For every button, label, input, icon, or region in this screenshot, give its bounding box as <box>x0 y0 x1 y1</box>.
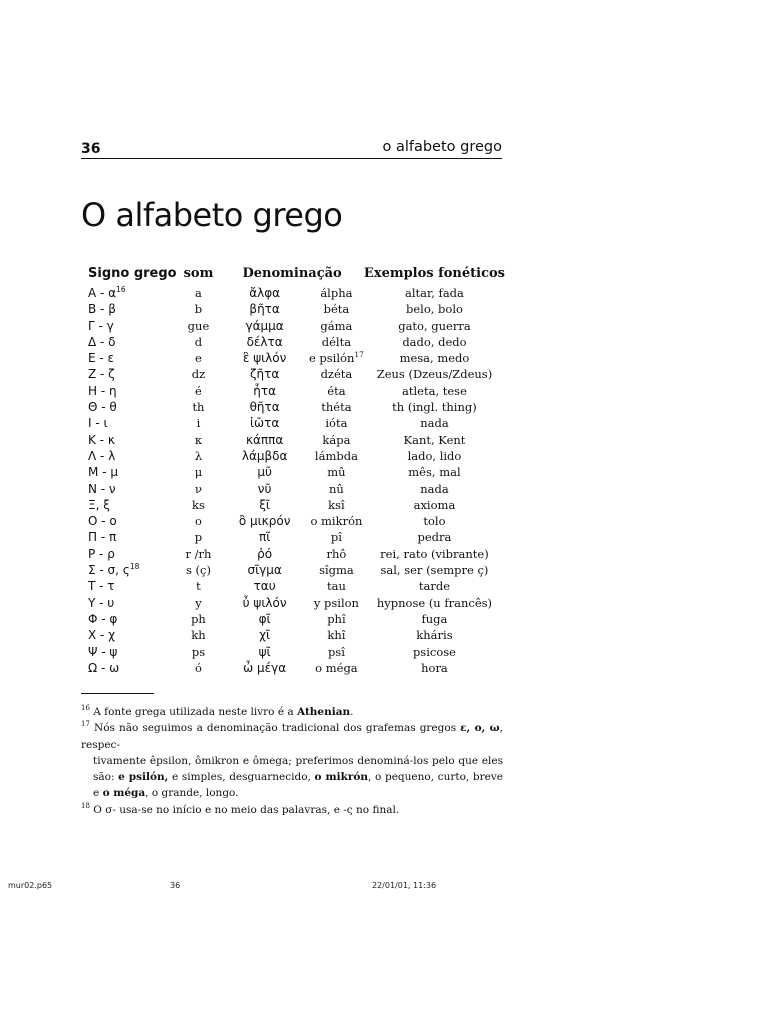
table-row <box>85 464 505 480</box>
cell-latin-name <box>309 318 364 334</box>
cell-sign <box>85 448 177 464</box>
cell-example: dado, dedo <box>402 334 467 349</box>
footnotes <box>81 704 503 818</box>
greek-letter-pair: Φ - φ <box>88 611 118 626</box>
footnote-ref: 17 <box>354 350 364 360</box>
cell-som: i <box>196 416 201 431</box>
table-row <box>85 578 505 594</box>
table-row <box>85 546 505 562</box>
footnote-rule <box>81 693 154 694</box>
latin-name: lámbda <box>314 448 358 463</box>
cell-example: hypnose (u francês) <box>376 595 493 610</box>
table-header-row <box>85 265 505 285</box>
cell-greek-name: ταυ <box>253 579 276 594</box>
latin-name: khî <box>327 628 346 643</box>
cell-greek-name: μῦ <box>257 465 272 480</box>
cell-sign <box>85 497 177 513</box>
latin-name: mû <box>327 465 346 480</box>
cell-som: ps <box>191 644 206 659</box>
cell-greek-name: ἰῶτα <box>250 416 280 431</box>
greek-letter-pair: Ο - ο <box>88 514 117 529</box>
cell-som: ó <box>194 660 202 675</box>
cell-som: t <box>196 579 201 594</box>
table-row <box>85 644 505 660</box>
cell-greek-name: λάμβδα <box>241 448 288 463</box>
latin-name: dzéta <box>320 367 353 382</box>
cell-latin-name <box>309 497 364 513</box>
footnote-bold-text: Athenian <box>296 706 351 718</box>
greek-letter-pair: Ω - ω <box>88 660 120 675</box>
cell-latin-name <box>309 383 364 399</box>
cell-sign <box>85 481 177 497</box>
greek-letter-pair: Κ - κ <box>88 432 115 447</box>
cell-som: ν <box>194 481 202 496</box>
table-row <box>85 627 505 643</box>
footnote-bold-text: o mikrón <box>314 771 369 784</box>
cell-latin-name <box>309 644 364 660</box>
cell-latin-name <box>309 464 364 480</box>
cell-sign <box>85 627 177 643</box>
cell-latin-name <box>309 546 364 562</box>
cell-example: rei, rato (vibrante) <box>380 546 489 561</box>
cell-sign <box>85 595 177 611</box>
cell-sign <box>85 432 177 448</box>
table-row <box>85 562 505 578</box>
cell-sign <box>85 334 177 350</box>
cell-greek-name: χῖ <box>259 628 271 643</box>
greek-letter-pair: Θ - θ <box>88 400 117 415</box>
table-row <box>85 318 505 334</box>
column-header-exemplos: Exemplos fonéticos <box>363 266 505 281</box>
table-row <box>85 595 505 611</box>
table-row <box>85 660 505 676</box>
latin-name: pî <box>330 530 342 545</box>
cell-example: Kant, Kent <box>403 432 466 447</box>
cell-example: tarde <box>418 579 451 594</box>
footnote-continuation <box>81 753 503 802</box>
chapter-title: O alfabeto grego <box>81 196 343 234</box>
greek-letter-pair: Τ - τ <box>88 579 115 594</box>
cell-greek-name: ἒ ψιλόν <box>242 351 287 366</box>
cell-greek-name: ἦτα <box>253 383 276 398</box>
latin-name: phî <box>327 611 346 626</box>
cell-latin-name <box>309 627 364 643</box>
table-row <box>85 481 505 497</box>
cell-example: fuga <box>421 611 448 626</box>
table-body <box>85 285 505 676</box>
cell-example: gato, guerra <box>398 318 471 333</box>
table-row <box>85 301 505 317</box>
cell-latin-name <box>309 350 364 366</box>
cell-greek-name: σῖγμα <box>247 563 282 578</box>
footnote-bold-text: ε, ο, ω <box>460 722 500 735</box>
cell-sign <box>85 513 177 529</box>
cell-example: kháris <box>416 628 453 643</box>
cell-som: gue <box>187 318 210 333</box>
cell-greek-name: ξῖ <box>259 497 270 512</box>
cell-sign <box>85 318 177 334</box>
greek-letter-pair: Δ - δ <box>88 334 116 349</box>
cell-som: kh <box>191 628 206 643</box>
latin-name: o méga <box>315 660 358 675</box>
latin-name: théta <box>321 400 352 415</box>
greek-letter-pair: Α - α <box>88 286 117 300</box>
latin-name: rhô <box>326 546 347 561</box>
print-meta-file: mur02.p65 <box>8 881 53 890</box>
cell-greek-name: ἄλφα <box>249 286 281 300</box>
greek-letter-pair: Ζ - ζ <box>88 367 115 382</box>
cell-example: axioma <box>413 497 456 512</box>
table-row <box>85 383 505 399</box>
latin-name: nû <box>329 481 344 496</box>
table-row <box>85 415 505 431</box>
cell-greek-name: φῖ <box>258 611 271 626</box>
table-row <box>85 448 505 464</box>
table-row <box>85 513 505 529</box>
footnote-bold-text: o méga <box>102 787 146 800</box>
cell-sign <box>85 285 177 301</box>
greek-letter-pair: Γ - γ <box>88 318 114 333</box>
cell-sign <box>85 529 177 545</box>
cell-sign <box>85 350 177 366</box>
cell-greek-name: πῖ <box>258 530 271 545</box>
cell-sign <box>85 546 177 562</box>
greek-letter-pair: Λ - λ <box>88 448 116 463</box>
table-row <box>85 350 505 366</box>
latin-name: álpha <box>320 286 353 300</box>
cell-latin-name <box>309 399 364 415</box>
cell-latin-name <box>309 660 364 676</box>
cell-example: nada <box>420 481 449 496</box>
cell-sign <box>85 383 177 399</box>
cell-latin-name <box>309 301 364 317</box>
latin-name: gáma <box>320 318 353 333</box>
footnote-ref: 18 <box>129 562 140 572</box>
cell-example: hora <box>421 660 448 675</box>
cell-example: nada <box>420 416 449 431</box>
cell-example: pedra <box>417 530 452 545</box>
greek-alphabet-table <box>85 265 505 676</box>
cell-greek-name: ζῆτα <box>249 367 280 382</box>
footnote-text: , o grande, longo. <box>145 787 239 800</box>
cell-greek-name: δέλτα <box>246 334 283 349</box>
footnote-text: e simples, desguarnecido, <box>168 771 315 784</box>
cell-sign <box>85 611 177 627</box>
cell-latin-name <box>309 285 364 301</box>
cell-sign <box>85 366 177 382</box>
cell-example: sal, ser (sempre ç) <box>380 563 489 578</box>
footnote-text: , respec- <box>81 722 503 751</box>
cell-example: mesa, medo <box>399 351 470 366</box>
cell-latin-name <box>309 334 364 350</box>
cell-example: altar, fada <box>405 286 464 300</box>
latin-name: éta <box>327 383 346 398</box>
latin-name: béta <box>323 302 350 317</box>
cell-latin-name <box>309 481 364 497</box>
greek-letter-pair: Μ - μ <box>88 465 118 480</box>
cell-example: tolo <box>423 514 446 529</box>
cell-latin-name <box>309 562 364 578</box>
cell-latin-name <box>309 513 364 529</box>
cell-greek-name: ῥό <box>257 546 273 561</box>
footnote-text: A fonte grega utilizada neste livro é a <box>93 706 297 718</box>
latin-name: délta <box>321 334 352 349</box>
cell-example: lado, lido <box>407 448 462 463</box>
cell-som: e <box>195 351 202 366</box>
print-meta-page: 36 <box>170 881 181 890</box>
cell-example: belo, bolo <box>405 302 463 317</box>
cell-latin-name <box>309 432 364 448</box>
footnote-17 <box>81 720 503 801</box>
cell-greek-name: ὦ μέγα <box>243 660 287 675</box>
latin-name: ksî <box>328 497 345 512</box>
greek-letter-pair: Ε - ε <box>88 351 115 366</box>
footnote-text: Nós não seguimos a denominação tradicional dos grafemas gregos <box>94 722 461 735</box>
cell-latin-name <box>309 595 364 611</box>
cell-som: λ <box>194 448 203 463</box>
greek-letter-pair: Β - β <box>88 302 116 317</box>
cell-som: s (ç) <box>185 563 211 578</box>
cell-latin-name <box>309 366 364 382</box>
header-rule <box>81 158 502 159</box>
cell-som: μ <box>194 465 203 480</box>
table-row <box>85 285 505 301</box>
cell-latin-name <box>309 415 364 431</box>
cell-sign <box>85 399 177 415</box>
greek-letter-pair: Υ - υ <box>88 595 115 610</box>
greek-letter-pair: Χ - χ <box>88 628 116 643</box>
latin-name: psî <box>327 644 345 659</box>
greek-letter-pair: Ξ, ξ <box>88 497 110 512</box>
greek-letter-pair: Ψ - ψ <box>88 644 118 659</box>
print-meta-datetime: 22/01/01, 11:36 <box>372 881 437 890</box>
cell-som: a <box>195 286 202 300</box>
latin-name: kápa <box>322 432 351 447</box>
latin-name: y psilon <box>313 595 359 610</box>
cell-example: psicose <box>412 644 456 659</box>
greek-letter-pair: Π - π <box>88 530 117 545</box>
greek-letter-pair: Ν - ν <box>88 481 116 496</box>
footnote-number: 16 <box>81 704 90 712</box>
footnote-16 <box>81 704 503 720</box>
cell-som: b <box>194 302 203 317</box>
cell-latin-name <box>309 611 364 627</box>
cell-greek-name: θῆτα <box>249 400 280 415</box>
cell-greek-name: κάππα <box>245 432 284 447</box>
cell-greek-name: ψῖ <box>258 644 271 659</box>
table-row <box>85 529 505 545</box>
greek-letter-pair: Ρ - ρ <box>88 546 115 561</box>
cell-example: Zeus (Dzeus/Zdeus) <box>376 367 493 382</box>
cell-sign <box>85 415 177 431</box>
column-header-sign: Signo grego <box>88 266 177 281</box>
cell-som: ph <box>191 611 206 626</box>
table-row <box>85 432 505 448</box>
cell-latin-name <box>309 448 364 464</box>
cell-som: ks <box>192 497 205 512</box>
cell-greek-name: γάμμα <box>245 318 284 333</box>
footnote-text: O σ- usa-se no início e no meio das palavras, e -ς no final. <box>93 803 400 816</box>
table-row <box>85 366 505 382</box>
footnote-text: , o pequeno, curto, breve e <box>93 771 503 800</box>
cell-sign <box>85 660 177 676</box>
cell-som: é <box>195 383 202 398</box>
column-header-denominacao: Denominação <box>242 266 342 281</box>
cell-greek-name: ὂ μικρόν <box>238 514 291 529</box>
footnote-ref: 16 <box>116 285 126 294</box>
table-row <box>85 334 505 350</box>
cell-latin-name <box>309 529 364 545</box>
cell-greek-name: βῆτα <box>249 302 280 317</box>
cell-sign <box>85 562 177 578</box>
cell-som: κ <box>194 432 203 447</box>
latin-name: o mikrón <box>310 514 363 529</box>
cell-som: d <box>194 334 203 349</box>
column-header-som: som <box>183 266 214 281</box>
greek-letter-pair: Η - η <box>88 383 117 398</box>
latin-name: e psilón <box>308 351 355 366</box>
footnote-text: . <box>350 706 354 718</box>
latin-name: tau <box>326 579 346 594</box>
cell-example: th (ingl. thing) <box>392 400 477 415</box>
cell-sign <box>85 464 177 480</box>
cell-example: atleta, tese <box>402 383 467 398</box>
cell-greek-name: ὖ ψιλόν <box>242 595 287 610</box>
greek-letter-pair: Σ - σ, ς <box>88 563 130 578</box>
footnote-18 <box>81 802 503 818</box>
cell-sign <box>85 644 177 660</box>
cell-som: th <box>192 400 205 415</box>
table-row <box>85 611 505 627</box>
cell-example: mês, mal <box>408 465 461 480</box>
cell-som: dz <box>191 367 206 382</box>
cell-sign <box>85 301 177 317</box>
cell-greek-name: νῦ <box>257 481 272 496</box>
footnote-number: 18 <box>81 801 90 810</box>
cell-som: r /rh <box>185 546 212 561</box>
cell-som: o <box>194 514 202 529</box>
cell-som: y <box>195 595 202 610</box>
cell-som: p <box>194 530 203 545</box>
running-title: o alfabeto grego <box>382 139 502 155</box>
table-row <box>85 399 505 415</box>
latin-name: ióta <box>325 416 348 431</box>
greek-letter-pair: Ι - ι <box>88 416 108 431</box>
cell-sign <box>85 578 177 594</box>
footnote-text: tivamente êpsilon, ômikron e ômega; preferimos denominá-los pelo que eles são: <box>93 754 503 784</box>
page-number: 36 <box>81 141 101 157</box>
cell-latin-name <box>309 578 364 594</box>
footnote-number: 17 <box>81 720 90 729</box>
latin-name: sîgma <box>319 563 354 578</box>
table-row <box>85 497 505 513</box>
footnote-bold-text: e psilón, <box>118 771 169 784</box>
